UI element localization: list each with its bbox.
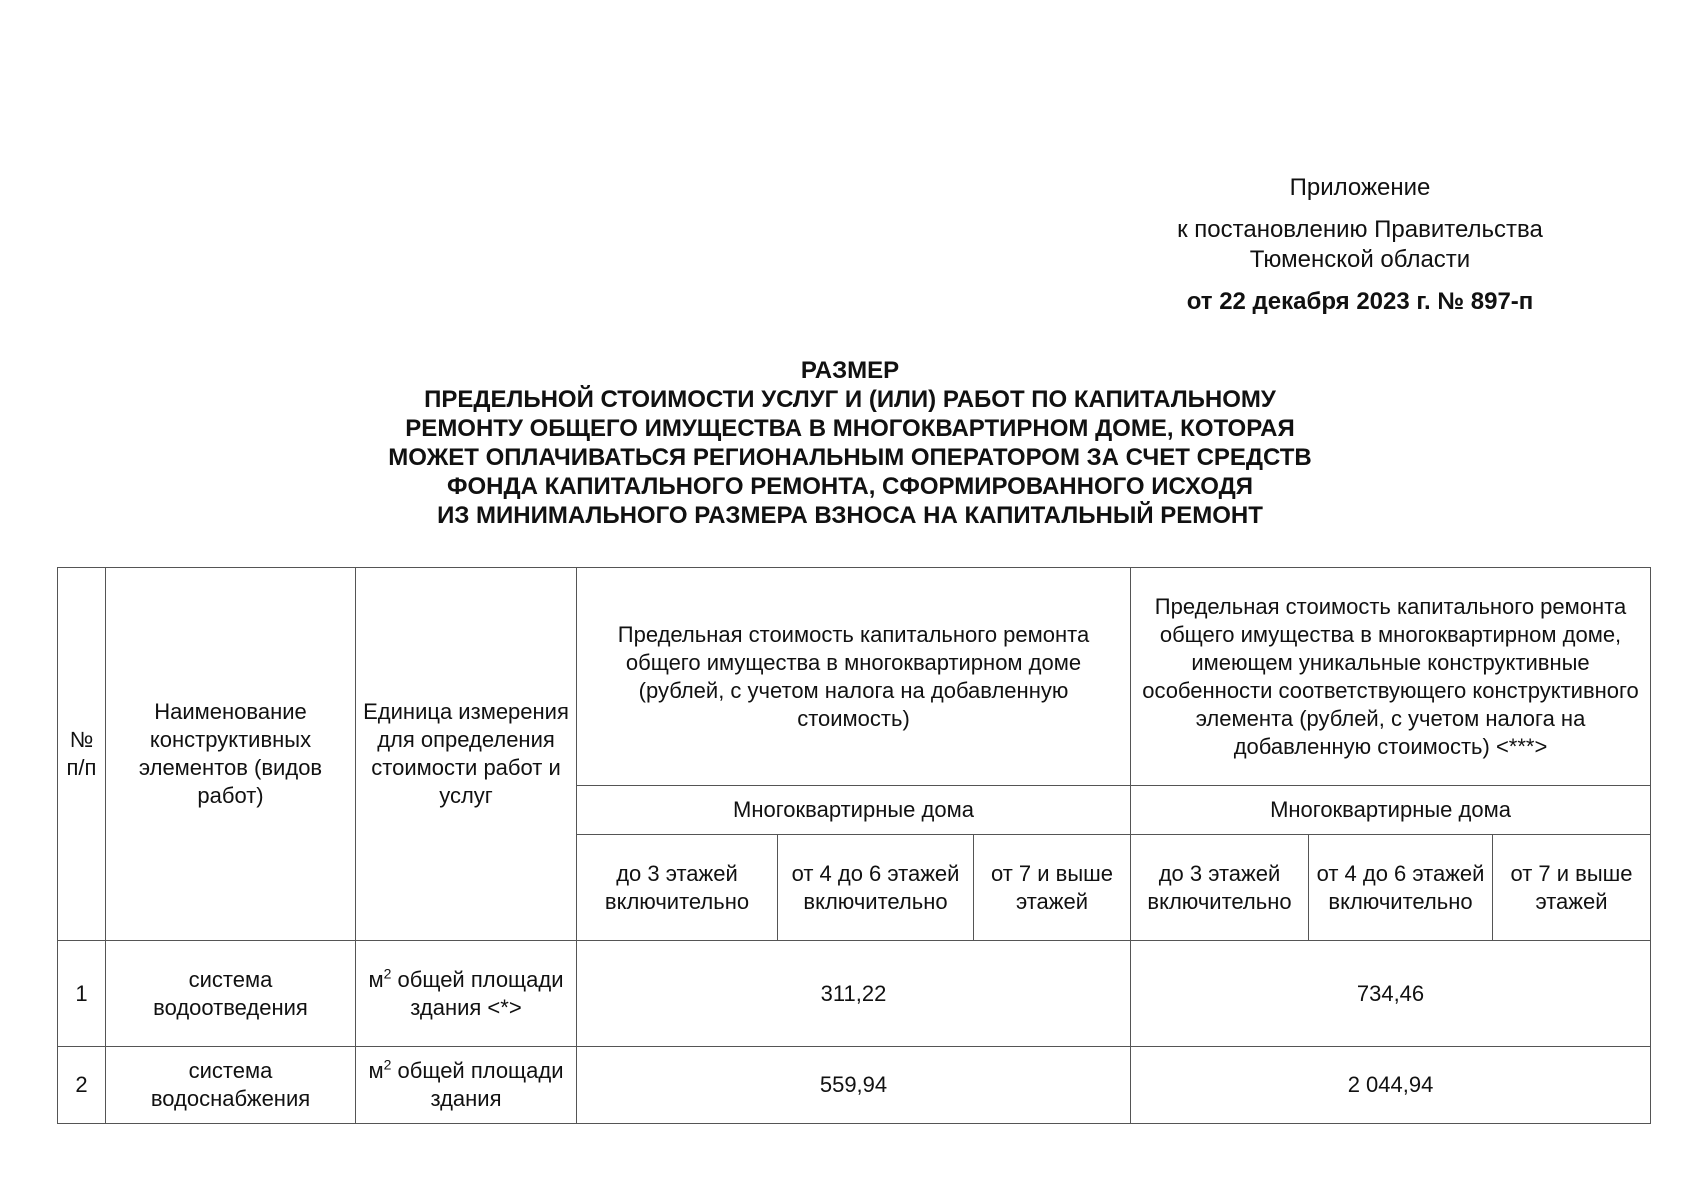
header-row bbox=[58, 568, 1651, 786]
heading-line: РАЗМЕР bbox=[800, 357, 900, 384]
unit-prefix: м bbox=[368, 1058, 384, 1083]
header-floor: до 3 этажей включительно bbox=[1131, 835, 1309, 941]
heading-line: ИЗ МИНИМАЛЬНОГО РАЗМЕРА ВЗНОСА НА КАПИТАЛЬНЫЙ РЕМОНТ bbox=[437, 502, 1263, 529]
header-group-unique: Предельная стоимость капитального ремонта общего имущества в многоквартирном доме, имеющем уникальные конструктивные особенности соответствующего конструктивного элемента (рублей, с учетом налога на добавленную стоимость) <***> bbox=[1131, 568, 1651, 786]
appendix-block bbox=[0, 0, 1697, 330]
heading-line: МОЖЕТ ОПЛАЧИВАТЬСЯ РЕГИОНАЛЬНЫМ ОПЕРАТОРОМ ЗА СЧЕТ СРЕДСТВ bbox=[388, 444, 1312, 471]
table-row bbox=[58, 941, 1651, 1047]
header-subgroup-unique: Многоквартирные дома bbox=[1131, 786, 1651, 835]
row-value-unique: 2 044,94 bbox=[1131, 1047, 1651, 1124]
header-subgroup-standard: Многоквартирные дома bbox=[577, 786, 1131, 835]
header-floor: от 4 до 6 этажей включительно bbox=[778, 835, 974, 941]
appendix-date-number: от 22 декабря 2023 г. № 897-п bbox=[1186, 288, 1534, 315]
header-floor: от 7 и выше этажей bbox=[974, 835, 1131, 941]
row-num: 2 bbox=[58, 1047, 106, 1124]
appendix-region: Тюменской области bbox=[1249, 246, 1471, 273]
cost-table bbox=[57, 567, 1651, 1124]
row-value-standard: 311,22 bbox=[577, 941, 1131, 1047]
row-unit bbox=[356, 1047, 577, 1124]
header-num: № п/п bbox=[58, 568, 106, 941]
row-num: 1 bbox=[58, 941, 106, 1047]
unit-suffix: общей площади здания bbox=[391, 1058, 564, 1111]
header-floor: до 3 этажей включительно bbox=[577, 835, 778, 941]
unit-superscript: 2 bbox=[383, 965, 392, 982]
row-name: система водоотведения bbox=[106, 941, 356, 1047]
header-group-standard: Предельная стоимость капитального ремонта общего имущества в многоквартирном доме (рублей, с учетом налога на добавленную стоимость) bbox=[577, 568, 1131, 786]
heading-line: ПРЕДЕЛЬНОЙ СТОИМОСТИ УСЛУГ И (ИЛИ) РАБОТ ПО КАПИТАЛЬНОМУ bbox=[424, 386, 1276, 413]
unit-superscript: 2 bbox=[383, 1056, 392, 1073]
table-row bbox=[58, 1047, 1651, 1124]
appendix-resolution: к постановлению Правительства bbox=[1177, 216, 1543, 243]
document-heading bbox=[200, 356, 1500, 530]
row-value-standard: 559,94 bbox=[577, 1047, 1131, 1124]
appendix-title: Приложение bbox=[1289, 174, 1431, 201]
header-floor: от 4 до 6 этажей включительно bbox=[1309, 835, 1493, 941]
row-name: система водоснабжения bbox=[106, 1047, 356, 1124]
heading-line: РЕМОНТУ ОБЩЕГО ИМУЩЕСТВА В МНОГОКВАРТИРНОМ ДОМЕ, КОТОРАЯ bbox=[405, 415, 1295, 442]
heading-line: ФОНДА КАПИТАЛЬНОГО РЕМОНТА, СФОРМИРОВАННОГО ИСХОДЯ bbox=[446, 473, 1253, 500]
header-unit: Единица измерения для определения стоимости работ и услуг bbox=[356, 568, 577, 941]
unit-suffix: общей площади здания <*> bbox=[391, 966, 564, 1020]
row-unit bbox=[356, 941, 577, 1047]
unit-prefix: м bbox=[368, 966, 384, 992]
row-value-unique: 734,46 bbox=[1131, 941, 1651, 1047]
header-floor: от 7 и выше этажей bbox=[1493, 835, 1651, 941]
header-name: Наименование конструктивных элементов (видов работ) bbox=[106, 568, 356, 941]
